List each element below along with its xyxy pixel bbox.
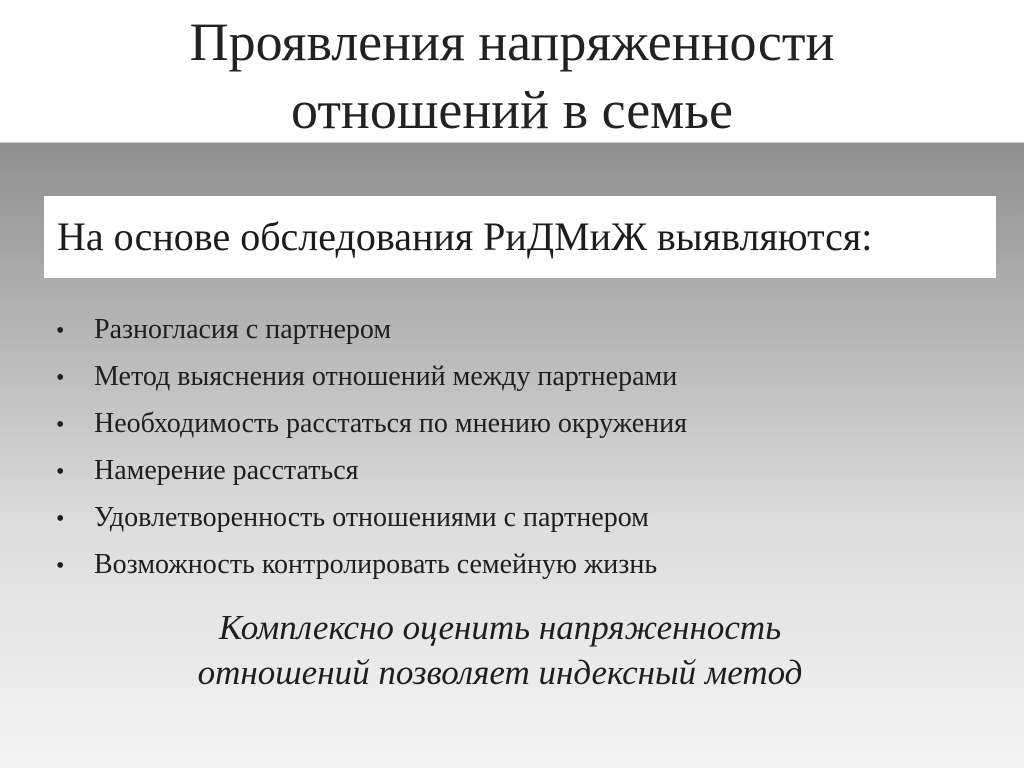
bullet-item-6 <box>56 542 687 589</box>
bullet-marker: • <box>56 318 65 344</box>
bullet-marker: • <box>56 412 65 438</box>
bullet-text: Разногласия с партнером <box>94 314 392 345</box>
slide-title-line-1: Проявления напряженности <box>189 12 835 72</box>
bullet-text: Возможность контролировать семейную жизнь <box>94 549 658 580</box>
bullet-marker: • <box>56 459 65 485</box>
slide-title-line-2: отношений в семье <box>291 80 733 140</box>
slide-title <box>0 8 1024 144</box>
bullet-text: Метод выяснения отношений между партнерами <box>94 361 678 392</box>
subtitle-text: На основе обследования РиДМиЖ выявляются: <box>57 214 873 259</box>
conclusion-text <box>0 605 1000 695</box>
bullet-text: Необходимость расстаться по мнению окружения <box>94 408 688 439</box>
conclusion-line-1: Комплексно оценить напряженность <box>218 608 782 647</box>
bullet-list <box>56 307 687 589</box>
bullet-item-2 <box>56 354 687 401</box>
bullet-marker: • <box>56 506 65 532</box>
bullet-text: Намерение расстаться <box>94 455 359 486</box>
bullet-text: Удовлетворенность отношениями с партнером <box>94 502 649 533</box>
conclusion-line-2: отношений позволяет индексный метод <box>197 653 803 692</box>
subtitle-box <box>44 196 996 278</box>
bullet-item-5 <box>56 495 687 542</box>
bullet-item-1 <box>56 307 687 354</box>
bullet-item-3 <box>56 401 687 448</box>
bullet-marker: • <box>56 365 65 391</box>
bullet-item-4 <box>56 448 687 495</box>
bullet-marker: • <box>56 553 65 579</box>
